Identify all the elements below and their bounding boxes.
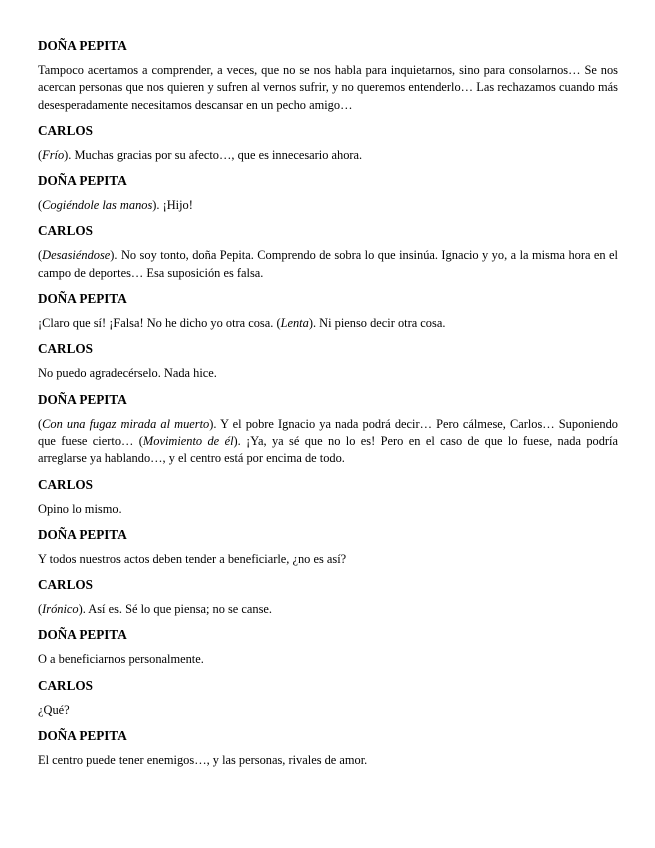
dialogue-line (38, 365, 618, 382)
line-text: ). Así es. Sé lo que piensa; no se canse. (78, 602, 273, 617)
dialogue-line (38, 197, 618, 214)
dialogue-line (38, 752, 618, 769)
speaker-name: DOÑA PEPITA (38, 391, 127, 407)
line-text: ¿Qué? (38, 702, 70, 717)
stage-direction: Cogiéndole las manos (42, 198, 153, 213)
stage-direction: Movimiento de él (142, 433, 234, 448)
line-text: ( (38, 416, 43, 431)
line-text: Opino lo mismo. (38, 501, 122, 516)
speaker-name: DOÑA PEPITA (38, 173, 127, 189)
speaker-name: CARLOS (38, 677, 93, 693)
dialogue-line (38, 62, 618, 114)
line-text: ( (38, 147, 43, 162)
stage-direction: Frío (42, 147, 65, 162)
line-text: ). No soy tonto, doña Pepita. Comprendo de sobra lo que insinúa. Ignacio y yo, a la misma hora en el campo de deportes… Esa suposición es falsa. (38, 248, 618, 280)
dialogue-line (38, 416, 618, 468)
line-text: Tampoco acertamos a comprender, a veces, que no se nos habla para inquietarnos, sino para consolarnos… Se nos acercan personas que nos quieren y sufren al vernos sufrir, y no queremos entenderlo… Las rechazamos cuando más desesperadamente necesitamos descansar en un pecho amigo… (38, 63, 618, 112)
dialogue-line (38, 315, 618, 332)
line-text: ). ¡Hijo! (152, 198, 193, 213)
speaker-name: CARLOS (38, 122, 93, 138)
stage-direction: Desasiéndose (42, 248, 111, 263)
speaker-name: CARLOS (38, 341, 93, 357)
line-text: ( (38, 198, 43, 213)
speaker-name: CARLOS (38, 577, 93, 593)
dialogue-line (38, 601, 618, 618)
speaker-name: DOÑA PEPITA (38, 627, 127, 643)
dialogue-line (38, 247, 618, 282)
dialogue-line (38, 551, 618, 568)
line-text: ). Y el pobre Ignacio ya nada podrá decir… Pero cálmese, Carlos… Suponiendo que fuese cierto… ( (38, 416, 618, 448)
dialogue-line (38, 702, 618, 719)
stage-direction: Con una fugaz mirada al muerto (42, 416, 210, 431)
line-text: El centro puede tener enemigos…, y las personas, rivales de amor. (38, 753, 368, 768)
line-text: O a beneficiarnos personalmente. (38, 652, 204, 667)
speaker-name: DOÑA PEPITA (38, 526, 127, 542)
line-text: ). ¡Ya, ya sé que no lo es! Pero en el caso de que lo fuese, nada podría arreglarse ya hablando…, y el centro está por encima de todo. (38, 433, 618, 466)
dialogue-line (38, 651, 618, 668)
speaker-name: DOÑA PEPITA (38, 728, 127, 744)
line-text: ¡Claro que sí! ¡Falsa! No he dicho yo otra cosa. ( (38, 316, 281, 331)
speaker-name: CARLOS (38, 476, 93, 492)
dialogue-line (38, 147, 618, 164)
line-text: ). Ni pienso decir otra cosa. (308, 316, 446, 331)
dialogue (38, 38, 618, 769)
speaker-name: CARLOS (38, 223, 93, 239)
line-text: ( (38, 248, 43, 263)
line-text: No puedo agradecérselo. Nada hice. (38, 366, 217, 381)
line-text: Y todos nuestros actos deben tender a beneficiarle, ¿no es así? (38, 551, 347, 566)
line-text: ( (38, 602, 43, 617)
stage-direction: Lenta (280, 316, 309, 331)
line-text: ). Muchas gracias por su afecto…, que es innecesario ahora. (64, 147, 363, 162)
speaker-name: DOÑA PEPITA (38, 38, 127, 53)
speaker-name: DOÑA PEPITA (38, 291, 127, 307)
dialogue-line (38, 501, 618, 518)
stage-direction: Irónico (42, 602, 79, 617)
